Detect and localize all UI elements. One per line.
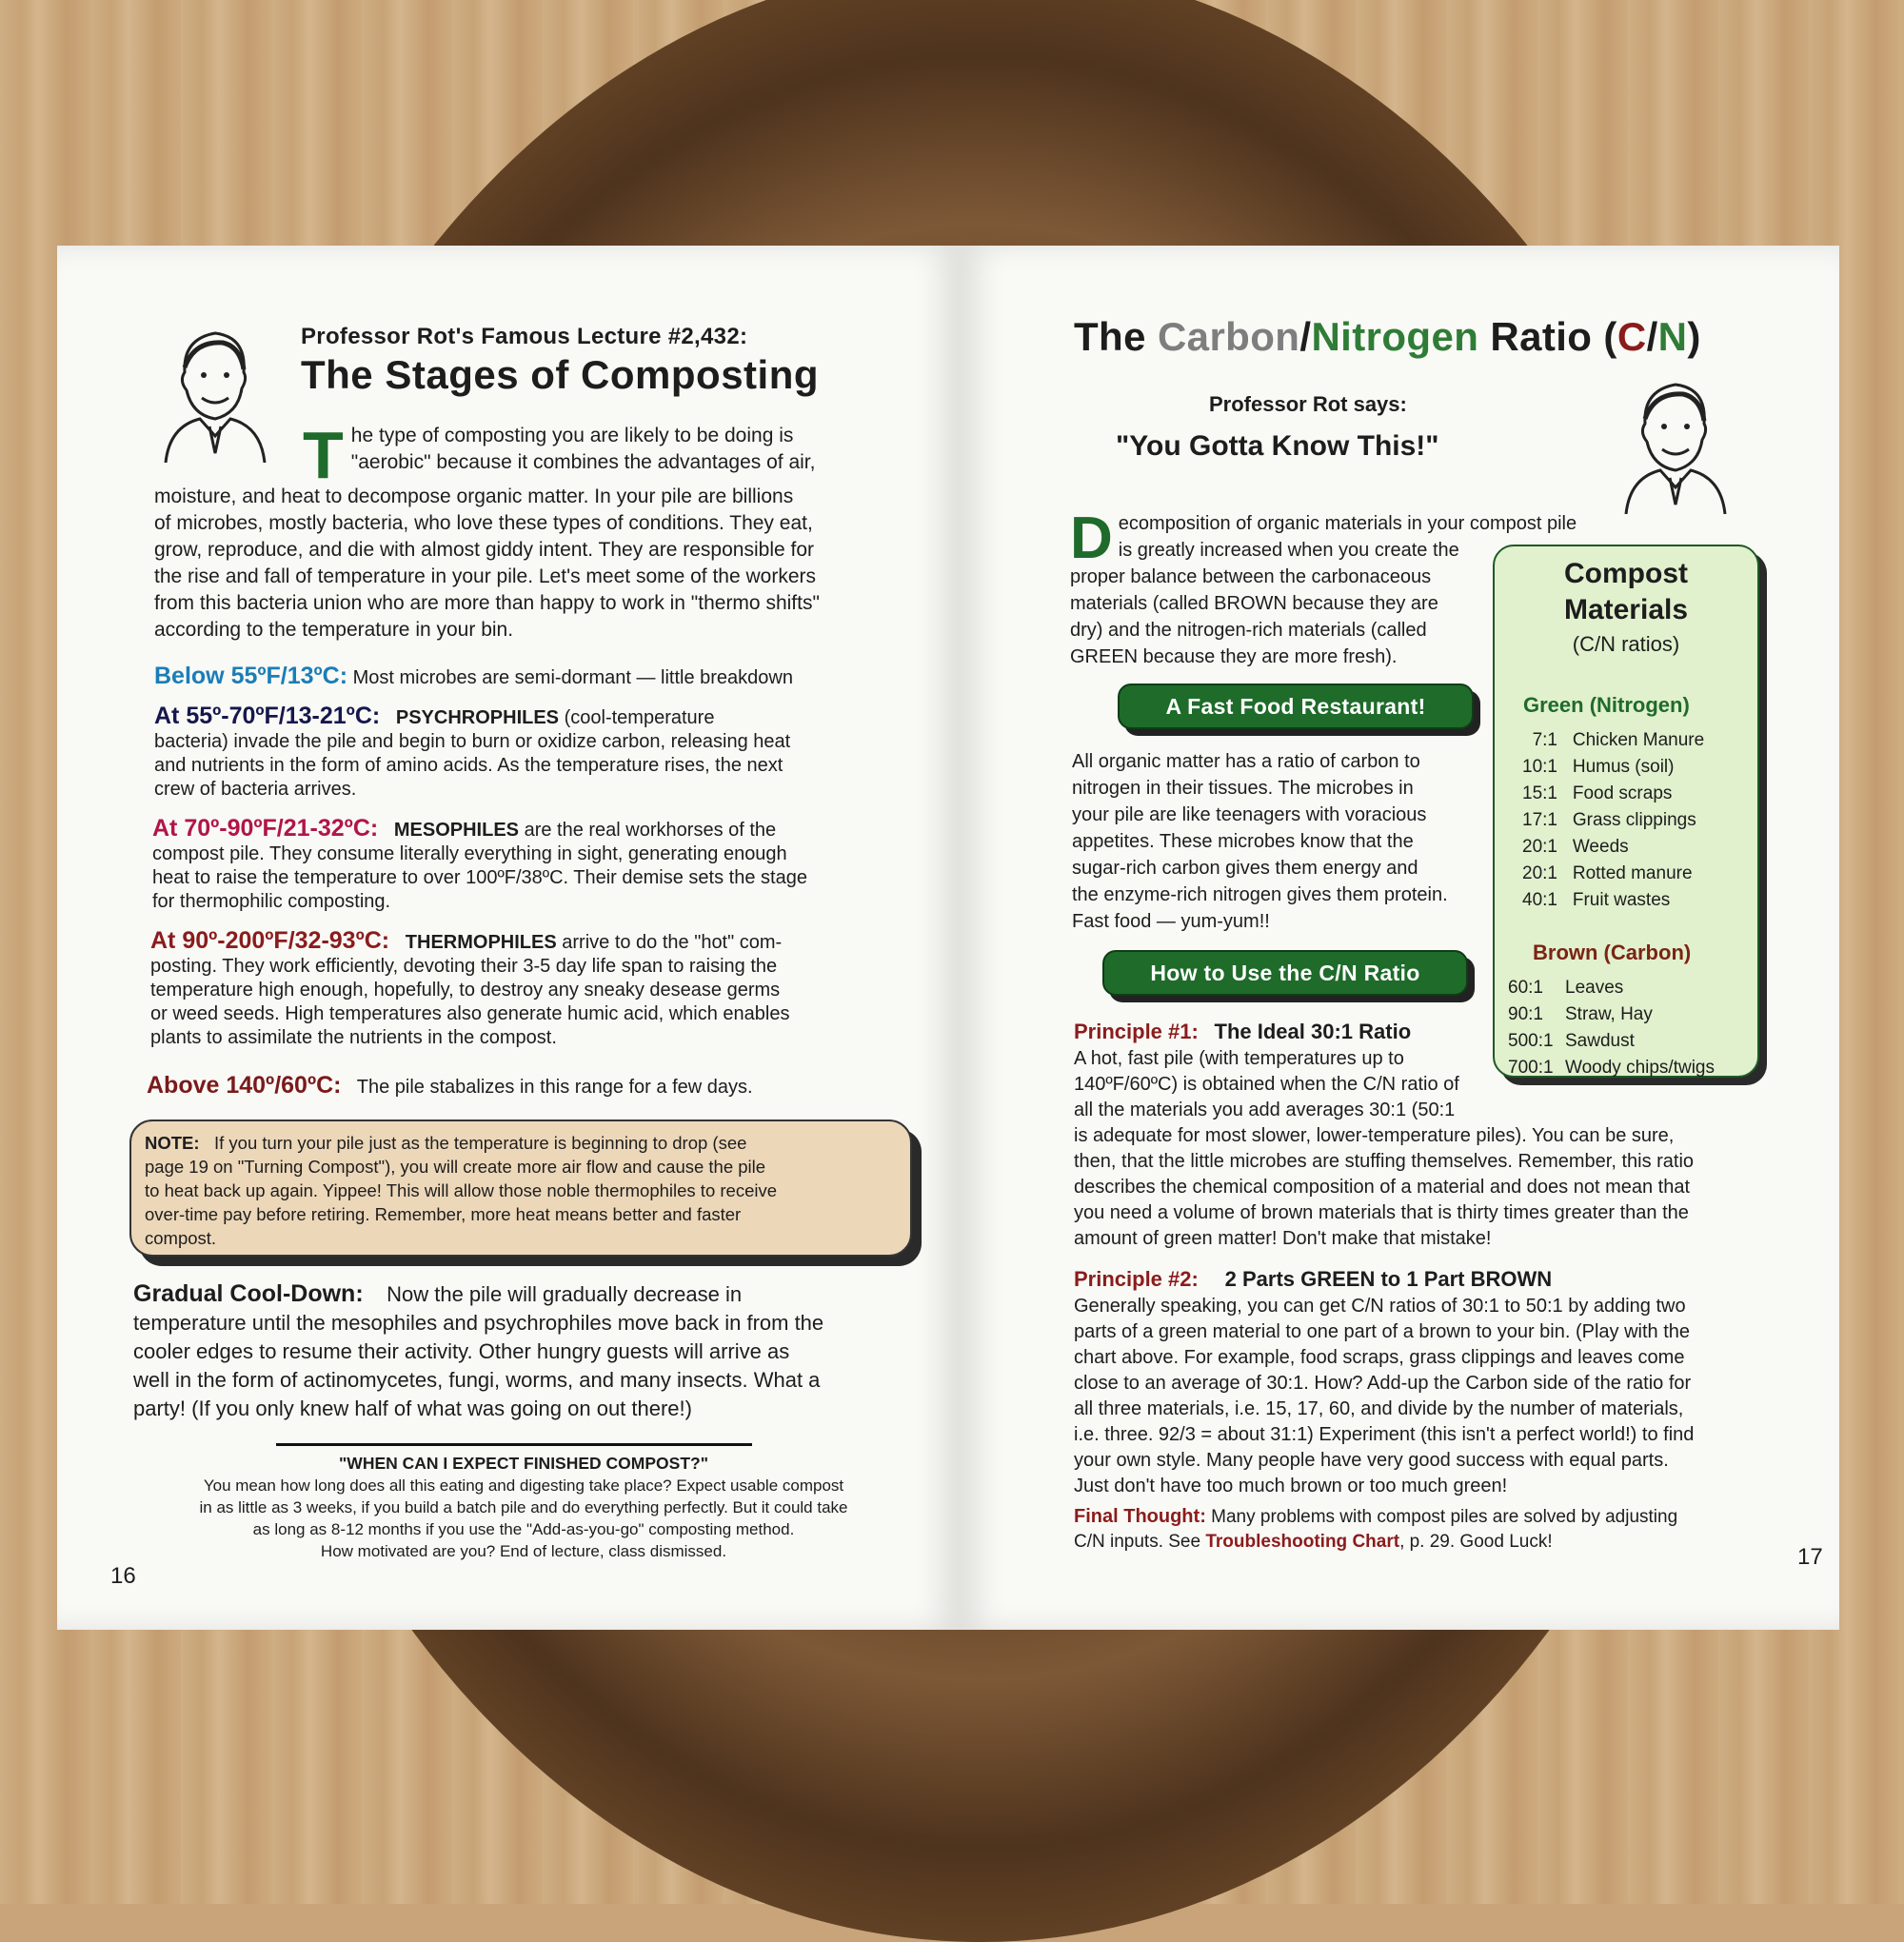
intro-line: materials (called BROWN because they are [1070,593,1438,614]
principle-line: is adequate for most slower, lower-temperature piles). You can be sure, [1074,1125,1675,1146]
intro-line: moisture, and heat to decompose organic matter. In your pile are billions [154,486,794,507]
fast-food-line: appetites. These microbes know that the [1072,831,1414,852]
intro-line: "aerobic" because it combines the advantages of air, [350,451,816,473]
principle-line: your own style. Many people have very good success with equal parts. [1074,1450,1669,1471]
page-number: 16 [110,1563,136,1589]
stage-psychrophiles [154,704,916,802]
title-part: Ratio ( [1478,314,1617,359]
box-title [1495,556,1757,628]
ratio: 500:1 [1508,1031,1554,1051]
stage-line: and nutrients in the form of amino acids. As the temperature rises, the next [154,755,783,776]
stage-above-140 [147,1074,753,1100]
drop-cap: T [303,418,344,492]
principle-line: all three materials, i.e. 15, 17, 60, and divide by the number of materials, [1074,1398,1684,1419]
note-line: If you turn your pile just as the temperature is beginning to drop (see [213,1133,747,1153]
material: Weeds [1572,837,1629,857]
page-title [1074,314,1701,360]
fast-food-line: nitrogen in their tissues. The microbes in [1072,778,1414,799]
stage-line: are the real workhorses of the [524,820,777,841]
material: Rotted manure [1572,863,1693,883]
list-item [1508,1055,1759,1081]
stage-term: THERMOPHILES [405,932,557,953]
stage-term: MESOPHILES [393,820,520,841]
ratio: 700:1 [1508,1058,1554,1078]
list-item [1502,887,1757,914]
stage-heading: At 70º-90ºF/21-32ºC: [152,815,379,842]
badge-fast-food: A Fast Food Restaurant! [1118,684,1474,729]
stage-mesophiles [152,817,914,914]
stage-line: compost pile. They consume literally everything in sight, generating enough [152,843,787,864]
principle-title: 2 Parts GREEN to 1 Part BROWN [1224,1267,1553,1291]
note-line: compost. [145,1228,217,1248]
title-part: ) [1687,314,1701,359]
material: Woody chips/twigs [1565,1058,1715,1078]
cooldown-line: well in the form of actinomycetes, fungi, worms, and many insects. What a [133,1368,821,1392]
fast-food-line: All organic matter has a ratio of carbon to [1072,751,1420,772]
brown-list [1508,975,1759,1081]
finished-line: as long as 8-12 months if you use the "Add-as-you-go" composting method. [252,1520,795,1538]
box-title-line: Materials [1563,594,1689,625]
principle-line: then, that the little microbes are stuffing themselves. Remember, this ratio [1074,1151,1695,1172]
stage-line: bacteria) invade the pile and begin to burn or oxidize carbon, releasing heat [154,731,791,752]
finished-line: You mean how long does all this eating and digesting take place? Expect usable compost [203,1476,844,1495]
intro-line: according to the temperature in your bin. [154,619,514,641]
fast-food-paragraph [1072,748,1548,935]
stage-line: for thermophilic composting. [152,891,391,912]
principle-line: parts of a green material to one part of a brown to your bin. (Play with the [1074,1321,1691,1342]
principle-line: chart above. For example, food scraps, grass clippings and leaves come [1074,1347,1685,1368]
principle-line: Just don't have too much brown or too much green! [1074,1476,1508,1496]
ratio: 17:1 [1522,810,1557,830]
stage-thermophiles [150,929,912,1050]
stage-line: crew of bacteria arrives. [154,779,357,800]
final-label: Final Thought: [1074,1506,1206,1527]
intro-line: ecomposition of organic materials in your compost pile [1118,513,1577,534]
cooldown-line: cooler edges to resume their activity. Other hungry guests will arrive as [133,1339,790,1363]
final-line: , p. 29. Good Luck! [1399,1532,1553,1552]
intro-line: grow, reproduce, and die with almost giddy intent. They are responsible for [154,539,814,561]
ratio: 7:1 [1532,730,1557,750]
principle-line: you need a volume of brown materials that is thirty times greater than the [1074,1202,1689,1223]
page-16 [57,246,960,1630]
cooldown-line: party! (If you only knew half of what was going on out there!) [133,1397,692,1420]
note-label: NOTE: [145,1133,200,1153]
stage-heading: At 55º-70ºF/13-21ºC: [154,703,381,729]
list-item [1508,975,1759,1001]
material: Humus (soil) [1572,757,1675,777]
note-line: to heat back up again. Yippee! This will allow those noble thermophiles to receive [145,1180,778,1200]
stage-term: PSYCHROPHILES [395,707,560,728]
cooldown-line: Now the pile will gradually decrease in [387,1282,743,1306]
note-line: over-time pay before retiring. Remember, more heat means better and faster [145,1204,742,1224]
title-carbon: Carbon [1157,314,1300,359]
stage-line: arrive to do the "hot" com- [562,932,783,953]
badge-how-to: How to Use the C/N Ratio [1102,950,1468,996]
principle-line: A hot, fast pile (with temperatures up to [1074,1048,1404,1069]
intro-line: GREEN because they are more fresh). [1070,646,1398,667]
fast-food-line: your pile are like teenagers with voracious [1072,804,1427,825]
box-title-line: Compost [1564,558,1688,589]
list-item [1502,807,1757,834]
brown-heading: Brown (Carbon) [1533,941,1692,964]
finished-heading: "WHEN CAN I EXPECT FINISHED COMPOST?" [339,1454,708,1473]
list-item [1502,781,1757,807]
principle-2 [1074,1266,1807,1499]
material: Grass clippings [1572,810,1696,830]
principle-line: amount of green matter! Don't make that mistake! [1074,1228,1492,1249]
intro-line: from this bacteria union who are more than happy to work in "thermo shifts" [154,592,820,614]
green-heading: Green (Nitrogen) [1523,693,1690,717]
fast-food-line: Fast food — yum-yum!! [1072,911,1270,932]
ratio: 40:1 [1522,890,1557,910]
material: Fruit wastes [1572,890,1671,910]
material: Leaves [1565,978,1624,998]
fast-food-line: sugar-rich carbon gives them energy and [1072,858,1418,879]
list-item [1502,861,1757,887]
stage-heading: Above 140º/60ºC: [147,1072,342,1099]
cooldown-line: temperature until the mesophiles and psychrophiles move back in from the [133,1311,824,1335]
green-list [1502,727,1757,914]
stage-text: Most microbes are semi-dormant — little breakdown [352,667,793,688]
ratio: 20:1 [1522,837,1557,857]
quote: "You Gotta Know This!" [1116,430,1439,462]
note-line: page 19 on "Turning Compost"), you will create more air flow and cause the pile [145,1157,766,1177]
final-line: Many problems with compost piles are solved by adjusting [1211,1507,1678,1527]
page-title: The Stages of Composting [301,352,820,397]
stage-line: heat to raise the temperature to over 100ºF/38ºC. Their demise sets the stage [152,867,807,888]
stage-below-55 [154,664,793,690]
troubleshooting-link: Troubleshooting Chart [1205,1532,1400,1552]
note-box [129,1120,912,1257]
ratio: 60:1 [1508,978,1543,998]
list-item [1508,1001,1759,1028]
intro-line: dry) and the nitrogen-rich materials (called [1070,620,1427,641]
title-part: / [1299,314,1312,359]
compost-materials-box [1493,545,1759,1078]
stage-line: temperature high enough, hopefully, to destroy any sneaky desease germs [150,980,781,1001]
principle-label: Principle #1: [1074,1020,1199,1043]
stage-heading: Below 55ºF/13ºC: [154,663,348,689]
title-part: The [1074,314,1158,359]
list-item [1502,834,1757,861]
material: Straw, Hay [1565,1004,1653,1024]
principle-line: close to an average of 30:1. How? Add-up the Carbon side of the ratio for [1074,1373,1692,1394]
title-n: N [1657,314,1688,359]
stage-line: posting. They work efficiently, devoting their 3-5 day life span to raising the [150,956,778,977]
principle-line: all the materials you add averages 30:1 (50:1 [1074,1100,1456,1120]
prof-says: Professor Rot says: [1209,392,1407,416]
stage-line: (cool-temperature [564,707,715,728]
ratio: 90:1 [1508,1004,1543,1024]
ratio: 15:1 [1522,783,1557,803]
stage-line: plants to assimilate the nutrients in the compost. [150,1027,557,1048]
principle-line: describes the chemical composition of a material and does not mean that [1074,1177,1691,1198]
final-line: C/N inputs. See [1074,1532,1206,1552]
finished-compost-section [133,1453,914,1562]
professor-rot-icon [1616,371,1731,514]
ratio: 10:1 [1522,757,1557,777]
principle-line: 140ºF/60ºC) is obtained when the C/N ratio of [1074,1074,1459,1095]
intro-line: the rise and fall of temperature in your pile. Let's meet some of the workers [154,565,817,587]
list-item [1508,1028,1759,1055]
material: Sawdust [1565,1031,1635,1051]
booklet [57,246,1839,1630]
principle-label: Principle #2: [1074,1267,1199,1291]
principle-line: Generally speaking, you can get C/N ratios of 30:1 to 50:1 by adding two [1074,1296,1686,1317]
fast-food-line: the enzyme-rich nitrogen gives them protein. [1072,884,1448,905]
page-number: 17 [1797,1544,1823,1570]
list-item [1502,754,1757,781]
finished-line: How motivated are you? End of lecture, class dismissed. [320,1542,727,1560]
cooldown-paragraph [133,1279,933,1423]
intro-line: he type of composting you are likely to be doing is [350,425,794,446]
drop-cap: D [1070,505,1113,571]
title-c: C [1616,314,1647,359]
list-item [1502,727,1757,754]
intro-line: of microbes, mostly bacteria, who love these types of conditions. They eat, [154,512,813,534]
divider [276,1443,752,1446]
intro-paragraph [154,418,916,644]
lecture-heading: Professor Rot's Famous Lecture #2,432: [301,324,748,349]
material: Food scraps [1572,783,1673,803]
finished-line: in as little as 3 weeks, if you build a batch pile and do everything perfectly. But it could take [199,1498,848,1516]
material: Chicken Manure [1572,730,1705,750]
stage-text: The pile stabalizes in this range for a few days. [356,1077,753,1098]
intro-line: is greatly increased when you create the [1118,540,1459,561]
stage-line: or weed seeds. High temperatures also generate humic acid, which enables [150,1003,790,1024]
box-subtitle: (C/N ratios) [1572,632,1680,656]
final-thought [1074,1504,1797,1555]
stage-heading: At 90º-200ºF/32-93ºC: [150,927,390,954]
ratio: 20:1 [1522,863,1557,883]
title-nitrogen: Nitrogen [1311,314,1479,359]
cooldown-heading: Gradual Cool-Down: [133,1280,364,1307]
intro-line: proper balance between the carbonaceous [1070,566,1432,587]
principle-title: The Ideal 30:1 Ratio [1214,1020,1412,1043]
title-part: / [1646,314,1658,359]
principle-line: i.e. three. 92/3 = about 31:1) Experiment (this isn't a perfect world!) to find [1074,1424,1695,1445]
